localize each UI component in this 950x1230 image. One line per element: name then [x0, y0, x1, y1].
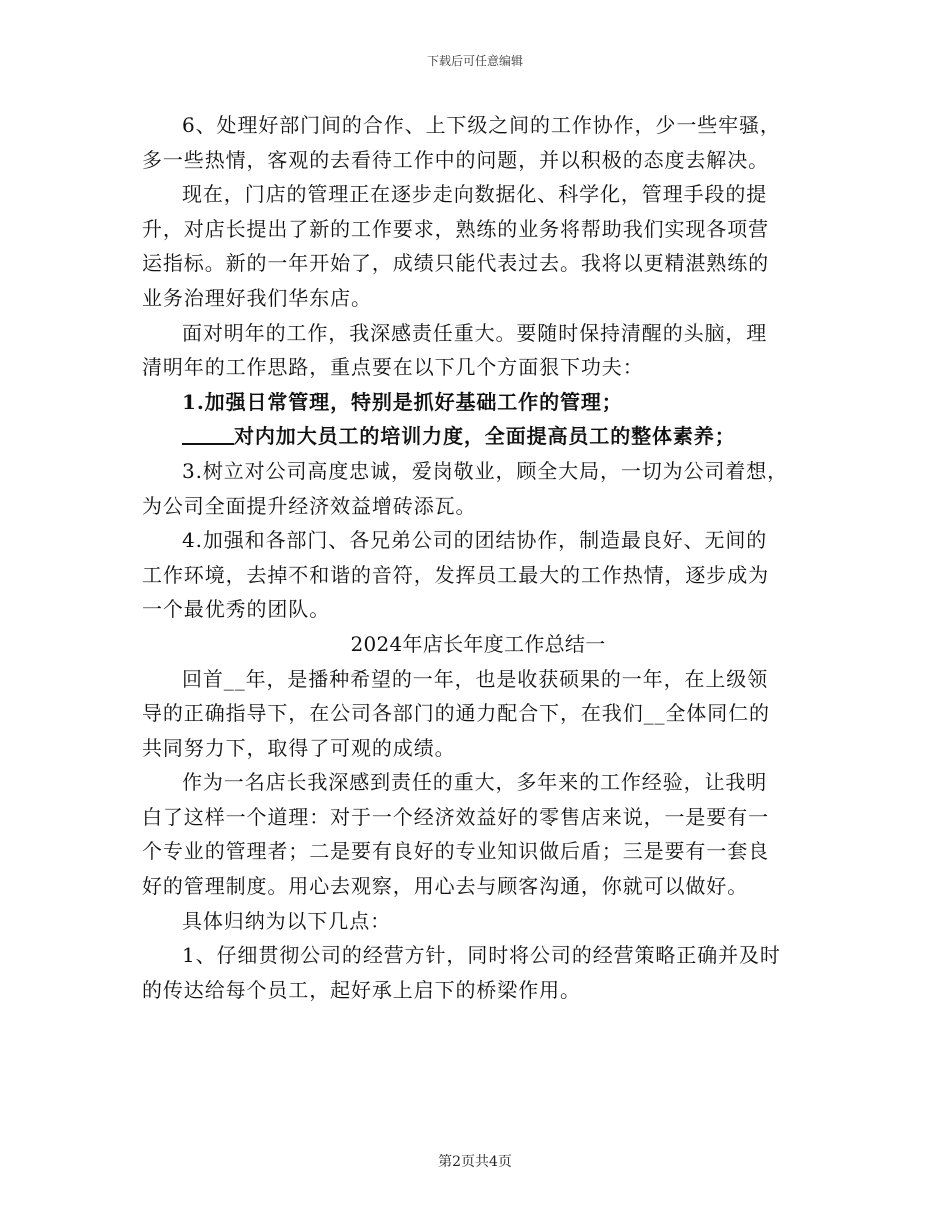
paragraph-manager-experience [142, 765, 814, 903]
page-footer: 第2页共4页 [438, 1154, 512, 1170]
blank-underline [182, 425, 234, 445]
text-line: 多一些热情，客观的去看待工作中的问题，并以积极的态度去解决。 [142, 147, 769, 172]
text-line: 3.树立对公司高度忠诚，爱岗敬业，顾全大局，一切为公司着想， [182, 458, 789, 483]
text-line: 业务治理好我们华东店。 [142, 285, 372, 310]
text-line: 运指标。新的一年开始了，成绩只能代表过去。我将以更精湛熟练的 [142, 251, 769, 276]
text-line: 回首__年，是播种希望的一年，也是收获硕果的一年，在上级领 [182, 666, 769, 691]
paragraph-store-management [142, 177, 814, 315]
paragraph-summary-intro: 具体归纳为以下几点： [182, 908, 391, 933]
text-line: 6、处理好部门间的合作、上下级之间的工作协作，少一些牢骚， [182, 113, 781, 137]
text-line: 一个最优秀的团队。 [142, 597, 331, 622]
list-item-2-text: 对内加大员工的培训力度，全面提高员工的整体素养； [234, 424, 736, 449]
text-line: 好的管理制度。用心去观察，用心去与顾客沟通，你就可以做好。 [142, 874, 749, 899]
text-line: 白了这样一个道理：对于一个经济效益好的零售店来说，一是要有一 [142, 804, 769, 829]
document-body [142, 108, 814, 1007]
text-line: 为公司全面提升经济效益增砖添瓦。 [142, 493, 477, 518]
text-line: 的传达给每个员工，起好承上启下的桥梁作用。 [142, 977, 581, 1002]
list-item-4 [142, 523, 814, 627]
text-line: 共同努力下，取得了可观的成绩。 [142, 735, 456, 760]
paragraph-next-year [142, 316, 814, 385]
list-item-2 [142, 419, 814, 454]
text-line: 现在，门店的管理正在逐步走向数据化、科学化，管理手段的提 [182, 182, 768, 207]
text-line: 作为一名店长我深感到责任的重大，多年来的工作经验，让我明 [182, 770, 768, 795]
text-line: 个专业的管理者；二是要有良好的专业知识做后盾；三是要有一套良 [142, 839, 769, 864]
text-line: 工作环境，去掉不和谐的音符，发挥员工最大的工作热情，逐步成为 [142, 562, 769, 587]
page-header: 下载后可任意编辑 [426, 54, 523, 68]
text-line: 面对明年的工作，我深感责任重大。要随时保持清醒的头脑，理 [182, 320, 768, 345]
list-item-1: 1.加强日常管理，特别是抓好基础工作的管理； [182, 389, 623, 414]
list-item-3 [142, 454, 814, 523]
paragraph-review [142, 662, 814, 766]
text-line: 清明年的工作思路，重点要在以下几个方面狠下功夫： [142, 355, 644, 380]
paragraph-point-1 [142, 938, 814, 1007]
text-line: 导的正确指导下，在公司各部门的通力配合下，在我们__全体同仁的 [142, 701, 770, 726]
text-line: 1、仔细贯彻公司的经营方针，同时将公司的经营策略正确并及时 [182, 943, 781, 968]
paragraph-coordination [142, 108, 814, 177]
text-line: 升，对店长提出了新的工作要求，熟练的业务将帮助我们实现各项营 [142, 216, 769, 241]
section-title: 2024年店长年度工作总结一 [350, 631, 606, 656]
text-line: 4.加强和各部门、各兄弟公司的团结协作，制造最良好、无间的 [182, 528, 768, 553]
